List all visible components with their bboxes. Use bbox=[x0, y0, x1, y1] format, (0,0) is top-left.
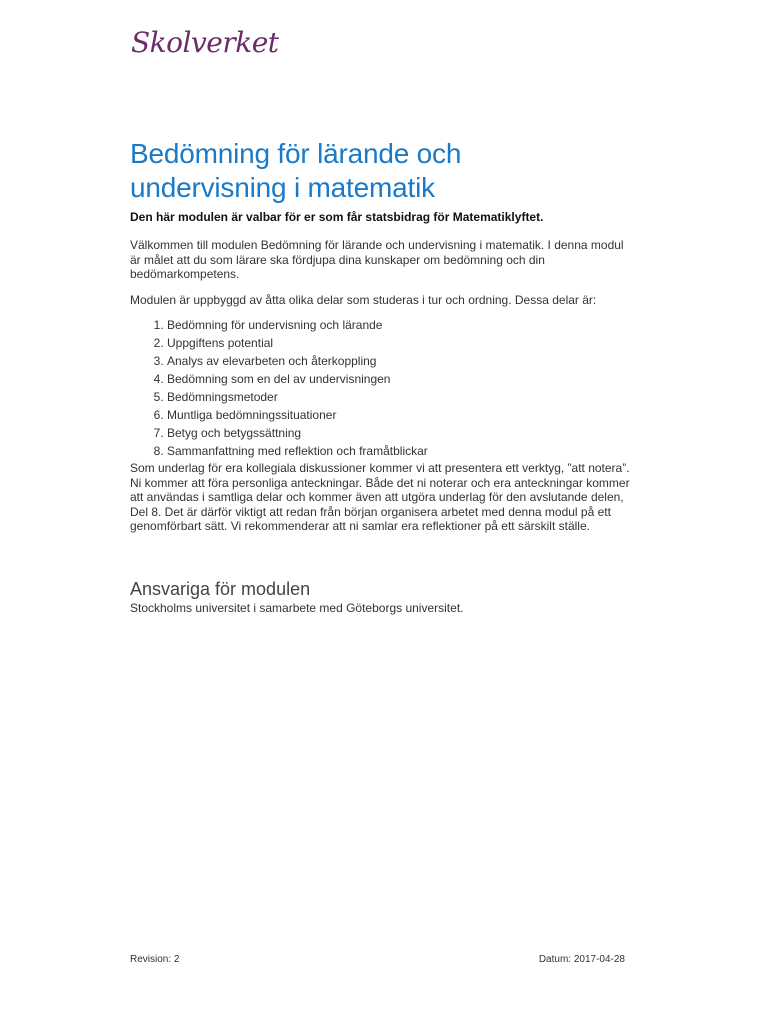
revision-label: Revision: 2 bbox=[130, 954, 180, 965]
responsible-heading: Ansvariga för modulen bbox=[130, 578, 311, 599]
parts-list bbox=[130, 316, 630, 460]
list-item: 2. Uppgiftens potential bbox=[167, 334, 630, 352]
responsible-text: Stockholms universitet i samarbete med Göteborgs universitet. bbox=[130, 600, 464, 615]
notes-paragraph: Som underlag för era kollegiala diskussioner kommer vi att presentera ett verktyg, ”att notera”. Ni kommer att föra personliga anteckningar. Både det ni noterar och era anteckningar kommer att användas i samtliga delar och kommer även att utgöra underlag för den avslutande delen, Del 8. Det är därför viktigt att redan från början organisera arbetet med denna modul på ett genomförbart sätt. Vi rekommenderar att ni samlar era reflektioner på ett särskilt ställe. bbox=[130, 461, 630, 533]
date-label: Datum: 2017-04-28 bbox=[538, 954, 625, 965]
title-line-1: Bedömning för lärande och bbox=[130, 138, 462, 169]
list-item: 3. Analys av elevarbeten och återkoppling bbox=[167, 352, 630, 370]
list-item: 6. Muntliga bedömningssituationer bbox=[167, 406, 630, 424]
list-item: 1. Bedömning för undervisning och lärande bbox=[167, 316, 630, 334]
list-item: 4. Bedömning som en del av undervisningen bbox=[167, 370, 630, 388]
list-item: 8. Sammanfattning med reflektion och framåtblickar bbox=[167, 442, 630, 460]
document-content bbox=[130, 137, 630, 615]
list-item: 7. Betyg och betygssättning bbox=[167, 424, 630, 442]
structure-paragraph: Modulen är uppbyggd av åtta olika delar som studeras i tur och ordning. Dessa delar är: bbox=[130, 292, 597, 307]
lead-text: Den här modulen är valbar för er som får statsbidrag för Matematiklyftet. bbox=[130, 210, 544, 224]
page-title bbox=[130, 137, 630, 205]
intro-paragraph: Välkommen till modulen Bedömning för lärande och undervisning i matematik. I denna modul är målet att du som lärare ska fördjupa dina kunskaper om bedömning och din bedömarkompetens. bbox=[130, 238, 624, 281]
list-item: 5. Bedömningsmetoder bbox=[167, 388, 630, 406]
title-line-2: undervisning i matematik bbox=[130, 172, 435, 203]
skolverket-logo: Skolverket bbox=[131, 26, 279, 59]
